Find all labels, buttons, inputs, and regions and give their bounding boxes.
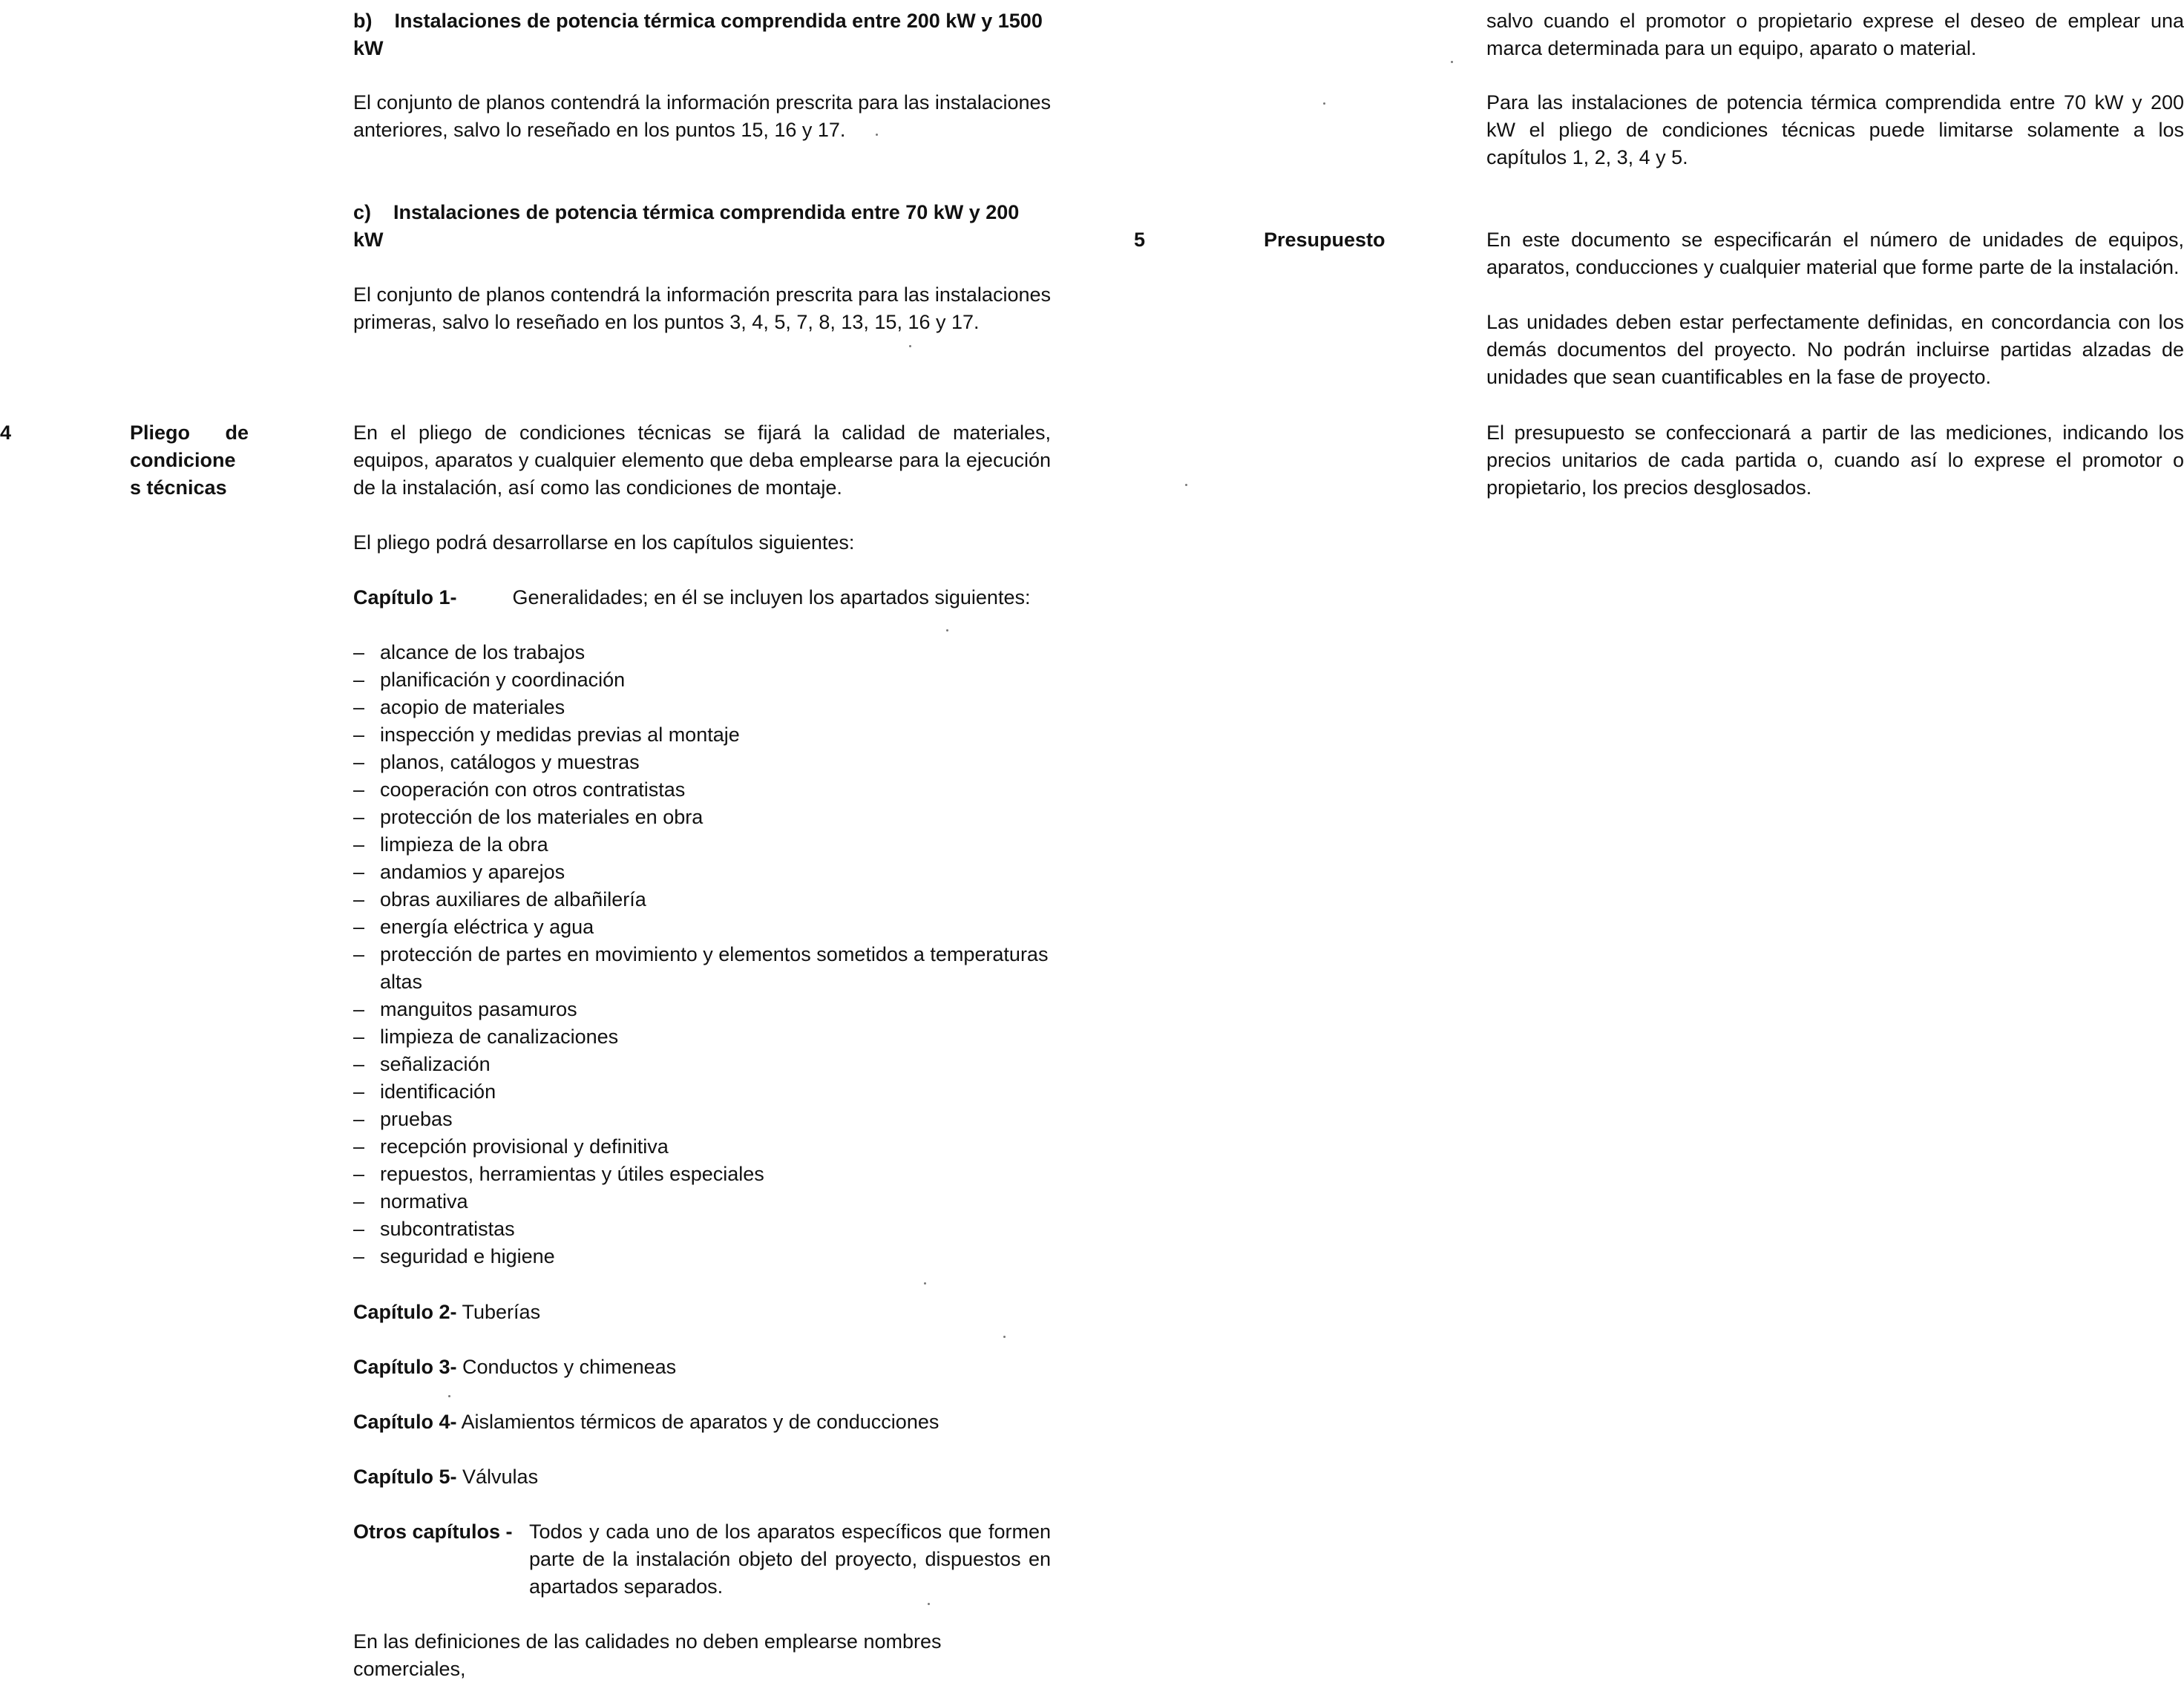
list-item: – andamios y aparejos [353, 859, 1051, 886]
scan-speck [448, 1395, 450, 1397]
chapter-3-text: Conductos y chimeneas [462, 1356, 677, 1378]
list-item: – seguridad e higiene [353, 1243, 1051, 1270]
chapter-4-text: Aislamientos térmicos de aparatos y de conducciones [461, 1411, 939, 1433]
other-chapters-text: Todos y cada uno de los aparatos específicos que formen parte de la instalación objeto del proyecto, dispuestos en apartados separados. [529, 1520, 1051, 1598]
chapter-5 [353, 1463, 538, 1491]
scan-speck [946, 629, 948, 631]
chapter-1 [353, 584, 1030, 611]
list-item: – planos, catálogos y muestras [353, 749, 1051, 776]
section-4-title-line: condicione [130, 449, 236, 471]
section-5-title: Presupuesto [1264, 229, 1386, 251]
section-4-title [130, 419, 249, 502]
section-c-text: El conjunto de planos contendrá la información prescrita para las instalaciones primeras, salvo lo reseñado en los puntos 3, 4, 5, 7, 8, 13, 15, 16 y 17. [353, 283, 1051, 333]
section-c-heading: c) Instalaciones de potencia térmica comprendida entre 70 kW y 200 kW [353, 201, 1020, 251]
chapter-2 [353, 1299, 540, 1326]
chapter-4-label: Capítulo 4- [353, 1411, 457, 1433]
chapter-1-label: Capítulo 1- [353, 586, 457, 608]
section-4-develop: El pliego podrá desarrollarse en los capítulos siguientes: [353, 531, 855, 554]
list-item: – protección de partes en movimiento y elementos sometidos a temperaturas altas [353, 941, 1051, 996]
chapter-3 [353, 1354, 676, 1381]
section-5-p2: Las unidades deben estar perfectamente definidas, en concordancia con los demás documentos del proyecto. No podrán incluirse partidas alzadas de unidades que sean cuantificables en la fase de proyecto. [1486, 311, 2184, 388]
list-item: – limpieza de la obra [353, 831, 1051, 859]
list-item: – repuestos, herramientas y útiles especiales [353, 1161, 1051, 1188]
chapter-2-label: Capítulo 2- [353, 1301, 457, 1323]
scan-speck [909, 345, 911, 347]
section-b-heading: b) Instalaciones de potencia térmica comprendida entre 200 kW y 1500 kW [353, 10, 1043, 59]
list-item: – pruebas [353, 1106, 1051, 1133]
list-item: – energía eléctrica y agua [353, 913, 1051, 941]
list-item: – normativa [353, 1188, 1051, 1216]
list-item: – acopio de materiales [353, 694, 1051, 721]
section-4-title-line: s técnicas [130, 476, 227, 499]
section-5-number: 5 [1134, 229, 1146, 251]
chapter-4 [353, 1408, 939, 1436]
scan-speck [1451, 61, 1453, 63]
section-b-text: El conjunto de planos contendrá la información prescrita para las instalaciones anteriores, salvo lo reseñado en los puntos 15, 16 y 17. [353, 91, 1051, 141]
section-4-number: 4 [0, 421, 12, 444]
list-item: – inspección y medidas previas al montaje [353, 721, 1051, 749]
limit-text: Para las instalaciones de potencia térmica comprendida entre 70 kW y 200 kW el pliego de condiciones técnicas puede limitarse solamente a los capítulos 1, 2, 3, 4 y 5. [1486, 91, 2184, 168]
list-item: – protección de los materiales en obra [353, 804, 1051, 831]
chapter-5-label: Capítulo 5- [353, 1466, 457, 1488]
list-item: – subcontratistas [353, 1216, 1051, 1243]
scan-speck [1323, 102, 1325, 105]
chapter-3-label: Capítulo 3- [353, 1356, 457, 1378]
list-item: – manguitos pasamuros [353, 996, 1051, 1023]
list-item: – limpieza de canalizaciones [353, 1023, 1051, 1051]
section-4-title-line: Pliego de [130, 421, 249, 444]
chapter-5-text: Válvulas [462, 1466, 539, 1488]
list-item: – obras auxiliares de albañilería [353, 886, 1051, 913]
continued-text: salvo cuando el promotor o propietario exprese el deseo de emplear una marca determinada para un equipo, aparato o material. [1486, 10, 2184, 59]
list-item: – planificación y coordinación [353, 666, 1051, 694]
scan-speck [1185, 484, 1187, 486]
other-chapters-label: Otros capítulos - [353, 1520, 513, 1543]
section-5-p3: El presupuesto se confeccionará a partir de las mediciones, indicando los precios unitarios de cada partida o, cuando así lo exprese el promotor o propietario, los precios desglosados. [1486, 421, 2184, 499]
scan-speck [928, 1603, 930, 1605]
chapter-1-items [353, 639, 1051, 1270]
section-4-intro: En el pliego de condiciones técnicas se fijará la calidad de materiales, equipos, aparatos y cualquier elemento que deba emplearse para la ejecución de la instalación, así como las condiciones de montaje. [353, 421, 1051, 499]
scan-speck [1003, 1336, 1006, 1338]
list-item: – señalización [353, 1051, 1051, 1078]
list-item: – alcance de los trabajos [353, 639, 1051, 666]
scan-speck [876, 134, 878, 136]
section-4-final-text: En las definiciones de las calidades no deben emplearse nombres comerciales, [353, 1630, 942, 1680]
list-item: – recepción provisional y definitiva [353, 1133, 1051, 1161]
chapter-2-text: Tuberías [462, 1301, 541, 1323]
chapter-1-text: Generalidades; en él se incluyen los apartados siguientes: [512, 586, 1031, 608]
list-item: – cooperación con otros contratistas [353, 776, 1051, 804]
scan-speck [924, 1282, 926, 1285]
section-5-p1: En este documento se especificarán el número de unidades de equipos, aparatos, conducciones y cualquier material que forme parte de la instalación. [1486, 229, 2184, 278]
list-item: – identificación [353, 1078, 1051, 1106]
